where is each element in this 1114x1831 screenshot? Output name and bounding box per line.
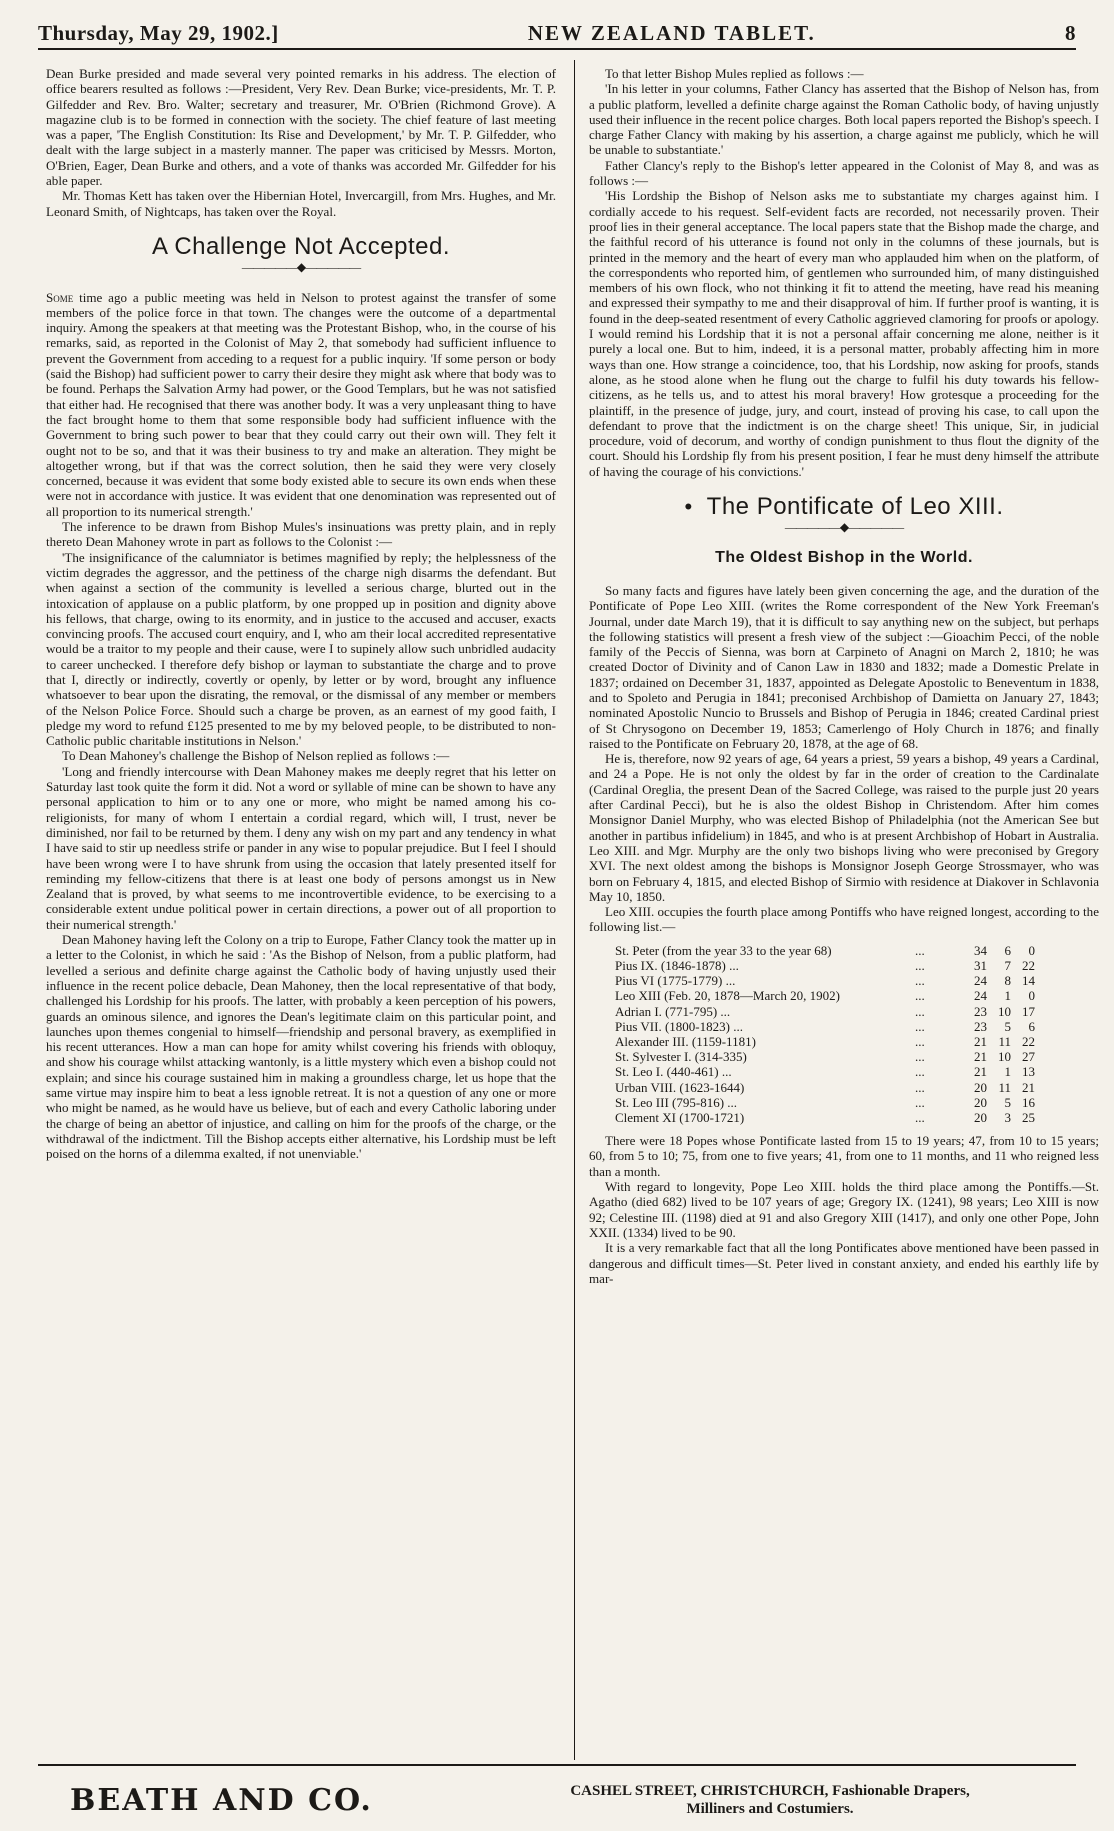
table-cell-y: 20: [974, 1094, 987, 1110]
article-heading: A Challenge Not Accepted.: [151, 232, 451, 260]
table-cell-d: 22: [1022, 957, 1035, 973]
table-row: [615, 1019, 1035, 1034]
article-paragraph: [46, 290, 556, 519]
table-cell-name: Pius VI (1775-1779) ...: [615, 973, 736, 989]
table-cell-dots: ...: [915, 1018, 925, 1034]
table-cell-m: 11: [998, 1079, 1011, 1095]
table-row: [615, 1095, 1035, 1110]
intro-paragraph: Mr. Thomas Kett has taken over the Hibernian Hotel, Invercargill, from Mrs. Hughes, and Mr. Leonard Smith, of Nightcaps, has taken over the Royal.: [46, 188, 556, 219]
table-cell-m: 6: [1004, 942, 1011, 958]
article-paragraph: So many facts and figures have lately been given concerning the age, and the duration of the Pontificate of Pope Leo XIII. (writes the Rome correspondent of the New York Freeman's Journal, under date March 19), that it is difficult to say anything new on the subject, but perhaps the following statistics will present a fresh view of the subject :—Gioachim Pecci, of the noble family of the Peccis of Sienna, was born at Carpineto of Anagni on March 2, 1810; he was created Doctor of Divinity and of Canon Law in 1830 and 1832; made a Domestic Prelate in 1837; ordained on December 31, 1837, appointed as Delegate Apostolic to Beneventum in 1838, and to Spoleto and Perugia in 1841; preconised Archbishop of Damietta on January 27, 1843; nominated Apostolic Nuncio to Brussels and Bishop of Perugia in 1846; created Cardinal priest of St Chrysogono on December 19, 1853; Camerlengo of Holy Church in 1876; and finally raised to the Pontificate on February 20, 1878, at the age of 68.: [589, 582, 1099, 751]
table-cell-name: St. Leo I. (440-461) ...: [615, 1064, 732, 1080]
article-paragraph: There were 18 Popes whose Pontificate lasted from 15 to 19 years; 47, from 10 to 15 years; 60, from 5 to 10; 75, from one to five years; 41, from one to 11 months, and 11 who reigned less than a month.: [589, 1133, 1099, 1179]
table-cell-dots: ...: [915, 1094, 925, 1110]
table-cell-y: 23: [974, 1018, 987, 1034]
footer-rule: [38, 1764, 1076, 1766]
table-cell-name: Alexander III. (1159-1181): [615, 1033, 756, 1049]
article-paragraph: With regard to longevity, Pope Leo XIII. holds the third place among the Pontiffs.—St. Agatho (died 682) lived to be 107 years of age; Gregory IX. (1241), 98 years; Leo XIII is now 92; Celestine III. (1198) died at 91 and also Gregory XIII (1417), and only one other Pope, John XXII. (1334) lived to be 90.: [589, 1179, 1099, 1240]
table-cell-d: 0: [1028, 942, 1035, 958]
left-column: [46, 66, 556, 1161]
table-cell-d: 21: [1022, 1079, 1035, 1095]
ad-line: CASHEL STREET, CHRISTCHURCH, Fashionable Drapers,: [570, 1783, 970, 1799]
table-cell-y: 24: [974, 988, 987, 1004]
table-cell-d: 14: [1022, 973, 1035, 989]
ornament-rule: —————◆—————: [241, 260, 361, 275]
table-cell-y: 34: [974, 942, 987, 958]
advertiser-name: BEATH AND CO.: [70, 1782, 373, 1818]
bullet-icon: •: [684, 494, 693, 520]
article-paragraph: 'The insignificance of the calumniator is betimes magnified by reply; the helplessness of the victim degrades the aggressor, and the pettiness of the charge nigh disarms the defendant. But when against a section of the community is levelled a serious charge, blurted out in the intoxication of applause on a public platform, by one propped up in position and dignity above his fellows, that charge, owing to its enormity, and in justice to the accused and accuser, exacts convincing proofs. The accused court enquiry, and I, who am their local accredited representative would be a traitor to my people and their cause, were I to supinely allow such unbridled audacity to career unchecked. I therefore defy bishop or layman to substantiate the charge and to prove that I, directly or indirectly, covertly or openly, by letter or by word, brought any influence whatsoever to bear upon the disrating, the removal, or the dismissal of any member or members of the Nelson Police Force. Should such a charge be proven, as an earnest of my good faith, I pledge my word to refund £125 presented to me by my beloved people, to be distributed to non-Catholic public charitable institutions in Nelson.': [46, 549, 556, 749]
ad-line: Milliners and Costumiers.: [686, 1801, 854, 1817]
table-row: [615, 1110, 1035, 1125]
table-cell-y: 31: [974, 957, 987, 973]
table-cell-name: Pius VII. (1800-1823) ...: [615, 1018, 743, 1034]
article-paragraph: The inference to be drawn from Bishop Mules's insinuations was pretty plain, and in reply thereto Dean Mahoney wrote in part as follows to the Colonist :—: [46, 519, 556, 550]
table-cell-y: 21: [974, 1049, 987, 1065]
article-paragraph: 'In his letter in your columns, Father Clancy has asserted that the Bishop of Nelson has, from a public platform, levelled a definite charge against the Roman Catholic body, of having unjustly used their influence in the recent police charges. Both local papers reported the Bishop's speech. I charge Father Clancy with making by his assertion, a charge against me publicly, which he will be unable to substantiate.': [589, 81, 1099, 158]
table-cell-d: 16: [1022, 1094, 1035, 1110]
lead-word: Some: [46, 289, 74, 305]
table-cell-name: Adrian I. (771-795) ...: [615, 1003, 731, 1019]
article-heading-text: The Pontificate of Leo XIII.: [706, 493, 1004, 521]
column-divider: [574, 60, 575, 1760]
table-cell-name: St. Sylvester I. (314-335): [615, 1049, 747, 1065]
article-heading: [589, 493, 1099, 521]
table-cell-y: 20: [974, 1109, 987, 1125]
table-cell-m: 5: [1004, 1018, 1011, 1034]
table-cell-m: 7: [1004, 957, 1011, 973]
table-cell-name: Pius IX. (1846-1878) ...: [615, 957, 739, 973]
article-paragraph: Leo XIII. occupies the fourth place among Pontiffs who have reigned longest, according to the following list.—: [589, 904, 1099, 935]
pontiffs-table: [615, 943, 1035, 1125]
right-column: [589, 66, 1099, 1286]
masthead: [38, 12, 1076, 46]
table-cell-dots: ...: [915, 973, 925, 989]
table-row: [615, 1049, 1035, 1064]
article-paragraph: Dean Mahoney having left the Colony on a trip to Europe, Father Clancy took the matter up in a letter to the Colonist, in which he said : 'As the Bishop of Nelson, from a public platform, had levelled a serious and definite charge against the Catholic body of having unjustly used their influence in the recent police debacle, Dean Mahoney, then the local representative of that body, challenged his Lordship for his proofs. The latter, with probably a keen perception of his powers, guards an ominous silence, and ignores the Dean's legitimate claim on this particular point, and launches upon themes congenial to himself—friendship and personal bravery, as exemplified in his recent utterances. How a man can hope for amity whilst covering his friends with obloquy, and show his courage whilst attacking wantonly, is a little mystery which even a bishop could not explain; and since his courage sustained him in making a groundless charge, let us hope that the same virtue may inspire him to beat a less ignoble retreat. It is not a question of any one or more who might be named, as he would have us believe, but of each and every Catholic laboring under the charge of being an abettor of injustice, and calling on him for the proofs of the charge, or the withdrawal of the indictment. Till the Bishop accepts either alternative, his Lordship must be left poised on the horns of a dilemma exalted, if not unenviable.': [46, 932, 556, 1162]
table-cell-m: 1: [1004, 988, 1011, 1004]
advertiser-details: [510, 1782, 1030, 1818]
table-row: [615, 943, 1035, 958]
table-cell-name: Leo XIII (Feb. 20, 1878—March 20, 1902): [615, 988, 840, 1004]
advertisement-footer: [70, 1778, 1044, 1822]
table-cell-d: 6: [1028, 1018, 1035, 1034]
table-cell-y: 21: [974, 1033, 987, 1049]
ornament-rule: —————◆—————: [784, 520, 904, 535]
table-cell-m: 8: [1004, 973, 1011, 989]
article-paragraph: To that letter Bishop Mules replied as follows :—: [605, 66, 864, 81]
table-cell-d: 22: [1022, 1033, 1035, 1049]
table-cell-name: Urban VIII. (1623-1644): [615, 1079, 745, 1095]
table-cell-m: 3: [1004, 1109, 1011, 1125]
table-cell-dots: ...: [915, 988, 925, 1004]
table-row: [615, 988, 1035, 1003]
table-cell-dots: ...: [915, 1079, 925, 1095]
table-cell-dots: ...: [915, 942, 925, 958]
lead-text: time ago a public meeting was held in Nelson to protest against the transfer of some members of the police force in that town. The changes were the outcome of a departmental inquiry. Among the speakers at that meeting was the Protestant Bishop, who, in the course of his remarks, said, as reported in the Colonist of May 2, that somebody had sufficient influence to prevent the Government from acceding to a request for a public inquiry. 'If some person or body (said the Bishop) had sufficient power to carry their desire they might ask where that body was to be found. Perhaps the Salvation Army had power, or the Good Templars, but he was not satisfied that either had. He recognised that there was another body. It was a very unpleasant thing to have the fact brought home to them that some responsible body had sufficient influence with the Government to bring such power to bear that they could carry out their own will. They felt it ought not to be so, and that it was their business to try and make an alteration. They might be altogether wrong, but if that was the correct solution, then he said they were very closely concerned, because it was evident that some body existed able to secure its own ends when these were not in accordance with justice. It was evident that one denomination was represented out of all proportion to its numerical strength.': [46, 289, 556, 519]
intro-paragraph: Dean Burke presided and made several very pointed remarks in his address. The election of office bearers resulted as follows :—President, Very Rev. Dean Burke; vice-presidents, Mr. T. P. Gilfedder and Rev. Bro. Walter; secretary and treasurer, Mr. O'Brien (Richmond Grove). A magazine club is to be formed in connection with the society. The chief feature of last meeting was a paper, 'The English Constitution: Its Rise and Development,' by Mr. T. P. Gilfedder, who dealt with the large subject in a masterly manner. The paper was criticised by Messrs. Morton, O'Brien, Eager, Dean Burke and others, and a vote of thanks was accorded Mr. Gilfedder for his able paper.: [46, 66, 556, 189]
table-row: [615, 1034, 1035, 1049]
table-cell-y: 21: [974, 1064, 987, 1080]
table-cell-dots: ...: [915, 957, 925, 973]
article-subheading: The Oldest Bishop in the World.: [715, 548, 973, 566]
table-cell-dots: ...: [915, 1064, 925, 1080]
table-cell-dots: ...: [915, 1109, 925, 1125]
table-cell-d: 13: [1022, 1064, 1035, 1080]
table-row: [615, 958, 1035, 973]
table-cell-d: 0: [1028, 988, 1035, 1004]
table-cell-d: 27: [1022, 1049, 1035, 1065]
table-cell-d: 17: [1022, 1003, 1035, 1019]
table-cell-m: 11: [998, 1033, 1011, 1049]
article-paragraph: It is a very remarkable fact that all the long Pontificates above mentioned have been passed in dangerous and difficult times—St. Peter lived in constant anxiety, and ended his earthly life by mar-: [589, 1240, 1099, 1286]
article-paragraph: Father Clancy's reply to the Bishop's letter appeared in the Colonist of May 8, and was as follows :—: [589, 157, 1099, 189]
header-rule: [38, 48, 1076, 50]
table-cell-name: Clement XI (1700-1721): [615, 1109, 745, 1125]
table-cell-y: 20: [974, 1079, 987, 1095]
table-row: [615, 1064, 1035, 1079]
article-paragraph: To Dean Mahoney's challenge the Bishop of Nelson replied as follows :—: [62, 748, 450, 764]
article-paragraph: 'Long and friendly intercourse with Dean Mahoney makes me deeply regret that his letter on Saturday last took quite the form it did. Not a word or syllable of mine can be shown to have any personal application to him or to any one or more, who might be named among his co-religionists, for many of whom I entertain a cordial regard, which will, I trust, never be diminished, nor fail to be returned by them. I deny any wish on my part and any tendency in what I have said to stir up needless strife or pander in any wise to popular prejudice. But I feel I should have been wrong were I to have shrunk from using the occasion that lately presented itself for reminding my fellow-citizens that there is at least one body of persons amongst us in New Zealand that is proved, by what seems to me incontrovertible evidence, to be exercising to a considerable extent undue political power in certain directions, a power out of all proportion to their numerical strength.': [46, 763, 556, 932]
newspaper-title: NEW ZEALAND TABLET.: [527, 21, 816, 45]
table-cell-m: 5: [1004, 1094, 1011, 1110]
table-cell-dots: ...: [915, 1033, 925, 1049]
article-paragraph: 'His Lordship the Bishop of Nelson asks me to substantiate my charges against him. I cordially accede to his request. Self-evident facts are recorded, not necessarily proven. Their proof lies in their general acceptance. The local papers state that the Bishop made the charge, and the faithful record of his utterance is found not only in the columns of these journals, but is printed in the memory and the heart of every man who applauded him when on the platform, of the correspondents who reported him, of gentlemen who surrounded him, of many distinguished members of his own flock, who not thinking it fit to attend the meeting, have read his meaning and expressed their sympathy to me and their disapproval of him. If further proof is wanting, it is found in the deep-seated resentment of every Catholic aggrieved clamoring for proofs or apology. I would remind his Lordship that it is not a personal affair concerning me alone, neither is it purely a local one. But to him, indeed, it is a personal matter, probably affecting him in more ways than one. How strange a coincidence, too, that his Lordship, now asking for proofs, stands alone, as he stood alone when he flung out the charge to fulfil his duty towards his fellow-citizens, as he tells us, and to attest his moral bravery! How grotesque a proceeding for the plaintiff, in the presence of judge, jury, and court, instead of proving his case, to call upon the defendant to prove that the indictment is on the charge sheet! This unique, Sir, in judicial procedure, void of decorum, and worthy of condign punishment to thus flout the dignity of the court. Should his Lordship fly from his present position, I fear he must deny himself the attribute of having the courage of his convictions.': [589, 188, 1099, 479]
table-cell-dots: ...: [915, 1003, 925, 1019]
issue-date: Thursday, May 29, 1902.]: [38, 21, 279, 45]
page-number: 8: [1064, 21, 1076, 45]
table-cell-m: 10: [998, 1049, 1011, 1065]
table-cell-dots: ...: [915, 1049, 925, 1065]
table-row: [615, 973, 1035, 988]
table-row: [615, 1004, 1035, 1019]
article-paragraph: He is, therefore, now 92 years of age, 64 years a priest, 59 years a bishop, 49 years a Cardinal, and 24 a Pope. He is not only the oldest by far in the order of creation to the Cardinalate (Cardinal Oreglia, the present Dean of the Sacred College, was raised to the purple just 20 years after Cardinal Pecci), but he is also the oldest Bishop in Christendom. After him comes Monsignor Daniel Murphy, who was elected Bishop of Philadelphia (not the American See but another in partibus infidelium) in 1845, and who is at present Archbishop of Hobart in Australia. Leo XIII. and Mgr. Murphy are the only two bishops living who were preconised by Gregory XVI. The next oldest among the bishops is Monsignor Joseph George Strossmayer, who was born on February 4, 1815, and elected Bishop of Sirmio with residence at Diakover in Schlavonia May 10, 1850.: [589, 751, 1099, 904]
table-row: [615, 1080, 1035, 1095]
table-cell-y: 24: [974, 973, 987, 989]
table-cell-name: St. Leo III (795-816) ...: [615, 1094, 738, 1110]
table-cell-y: 23: [974, 1003, 987, 1019]
table-cell-d: 25: [1022, 1109, 1035, 1125]
table-cell-m: 10: [998, 1003, 1011, 1019]
table-cell-name: St. Peter (from the year 33 to the year 68): [615, 942, 832, 958]
table-cell-m: 1: [1004, 1064, 1011, 1080]
